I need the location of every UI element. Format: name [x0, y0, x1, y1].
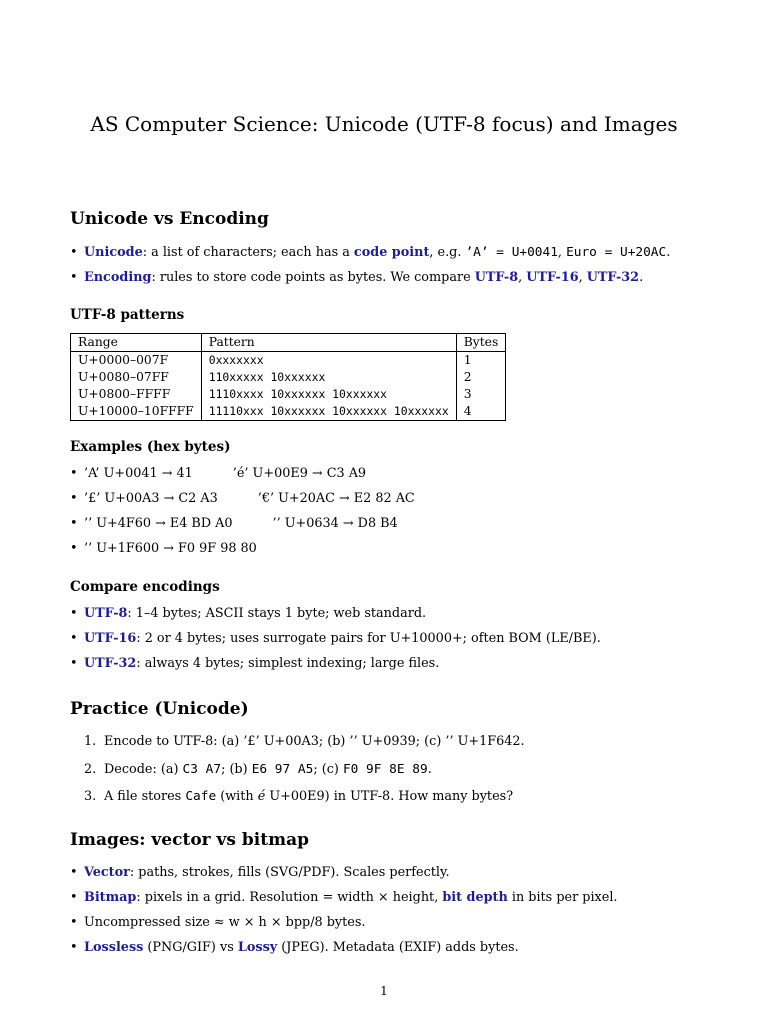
code-snippet: E6 97 A5 — [251, 761, 314, 777]
table-cell: 1 — [463, 353, 472, 367]
keyword: UTF-16 — [526, 270, 579, 285]
keyword: Lossless — [84, 940, 144, 955]
column-header: Bytes — [456, 334, 506, 352]
compare-list — [70, 605, 601, 680]
list-item: • ’A’ U+0041 → 41 ’é’ U+00E9 → C3 A9 — [70, 465, 415, 490]
code-snippet: F0 9F 8E 89 — [342, 761, 428, 777]
page-number: 1 — [380, 984, 388, 998]
practice-list — [70, 733, 525, 816]
section-heading-unicode-vs-encoding: Unicode vs Encoding — [70, 209, 269, 229]
list-item: 1. Encode to UTF-8: (a) ’£’ U+00A3; (b) ’’ U+0939; (c) ’’ U+1F642. — [84, 734, 525, 749]
code-snippet: Cafe — [185, 789, 217, 804]
keyword: UTF-8 — [84, 606, 128, 621]
table-cell: U+10000–10FFFF — [71, 403, 202, 421]
table-cell: 4 — [463, 404, 472, 418]
table-cell: 110xxxxx 10xxxxxx — [201, 369, 456, 386]
images-list — [70, 864, 618, 964]
list-item: • ’’ U+1F600 → F0 9F 98 80 — [70, 540, 415, 565]
keyword: bit depth — [442, 890, 508, 905]
list-item: • ’’ U+4F60 → E4 BD A0 ’’ U+0634 → D8 B4 — [70, 515, 415, 540]
list-item: • Encoding: rules to store code points as bytes. We compare UTF-8, UTF-16, UTF-32. — [70, 269, 670, 294]
examples-list — [70, 465, 415, 565]
section-heading-practice: Practice (Unicode) — [70, 699, 249, 719]
list-item: • Vector: paths, strokes, fills (SVG/PDF). Scales perfectly. — [70, 864, 618, 889]
keyword: Unicode — [84, 245, 143, 260]
keyword: UTF-16 — [84, 631, 137, 646]
list-item: 2. Decode: (a) C3 A7; (b) E6 97 A5; (c) F0 9F 8E 89. — [84, 761, 432, 777]
code-snippet: ’A’ = U+0041 — [465, 245, 558, 260]
keyword: Lossy — [237, 940, 278, 955]
table-row — [71, 352, 506, 370]
document-title: AS Computer Science: Unicode (UTF-8 focus) and Images — [90, 112, 678, 136]
keyword: code point — [353, 245, 430, 260]
table-cell: U+0000–007F — [71, 352, 202, 370]
table-cell: U+0800–FFFF — [71, 386, 202, 403]
list-item: • Uncompressed size ≈ w × h × bpp/8 bytes. — [70, 914, 618, 939]
table-row — [71, 403, 506, 421]
table-cell: 11110xxx 10xxxxxx 10xxxxxx 10xxxxxx — [201, 403, 456, 421]
list-item: • Unicode: a list of characters; each has a code point, e.g. ’A’ = U+0041, Euro = U+20AC. — [70, 244, 670, 269]
list-item: 3. A file stores Cafe (with é U+00E9) in UTF-8. How many bytes? — [84, 789, 514, 804]
table-header-row — [71, 334, 506, 352]
code-snippet: Euro = U+20AC — [566, 245, 667, 260]
code-snippet: C3 A7 — [182, 761, 222, 777]
list-item: • UTF-16: 2 or 4 bytes; uses surrogate pairs for U+10000+; often BOM (LE/BE). — [70, 630, 601, 655]
section-heading-images: Images: vector vs bitmap — [70, 830, 309, 850]
keyword: UTF-32 — [586, 270, 640, 285]
table-cell: 1110xxxx 10xxxxxx 10xxxxxx — [201, 386, 456, 403]
unicode-encoding-list — [70, 244, 670, 294]
list-item: • UTF-32: always 4 bytes; simplest indexing; large files. — [70, 655, 601, 680]
list-item: • Bitmap: pixels in a grid. Resolution = width × height, bit depth in bits per pixel. — [70, 889, 618, 914]
keyword: UTF-32 — [84, 656, 137, 671]
table-row — [71, 369, 506, 386]
table-row — [71, 386, 506, 403]
table-cell: U+0080–07FF — [71, 369, 202, 386]
list-item: • Lossless (PNG/GIF) vs Lossy (JPEG). Metadata (EXIF) adds bytes. — [70, 939, 618, 964]
keyword: UTF-8 — [474, 270, 519, 285]
subheading-utf8-patterns: UTF-8 patterns — [70, 307, 185, 323]
list-item: • ’£’ U+00A3 → C2 A3 ’€’ U+20AC → E2 82 AC — [70, 490, 415, 515]
table-cell: 2 — [463, 370, 472, 384]
table-cell: 3 — [463, 387, 472, 401]
list-item: • UTF-8: 1–4 bytes; ASCII stays 1 byte; web standard. — [70, 605, 601, 630]
keyword: Vector — [84, 865, 130, 880]
keyword: Bitmap — [84, 890, 137, 905]
utf8-patterns-table — [70, 333, 506, 421]
column-header: Pattern — [201, 334, 456, 352]
keyword: Encoding — [84, 270, 152, 285]
table-cell: 0xxxxxxx — [201, 352, 456, 370]
column-header: Range — [71, 334, 202, 352]
subheading-examples: Examples (hex bytes) — [70, 439, 231, 455]
subheading-compare-encodings: Compare encodings — [70, 579, 220, 595]
